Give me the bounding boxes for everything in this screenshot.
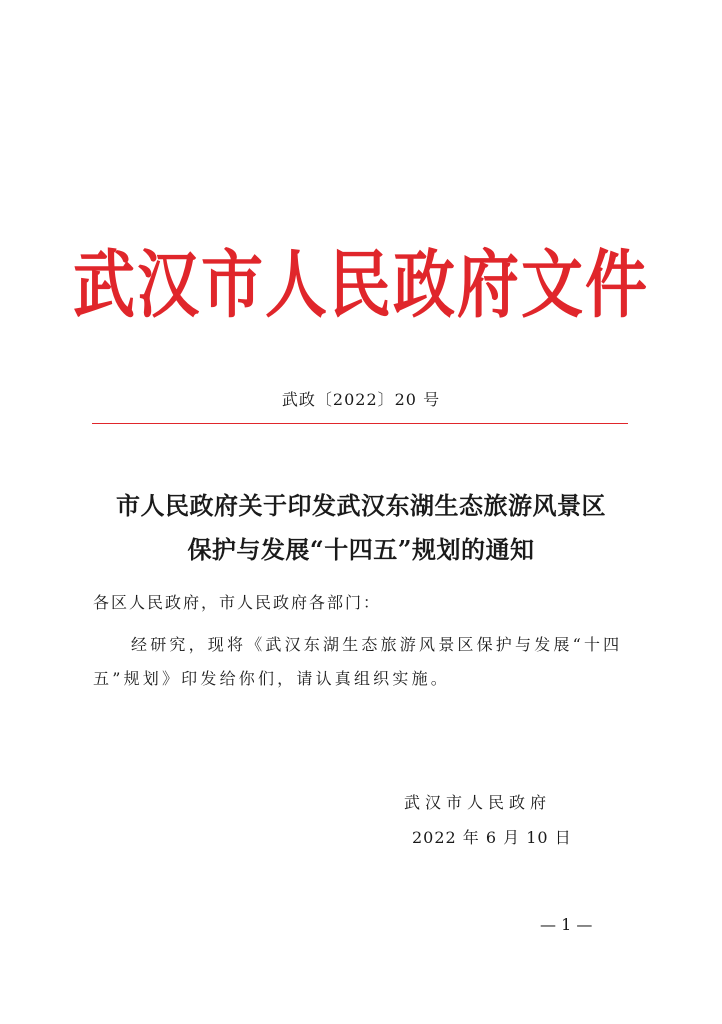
- body-line-2: 五”规划》印发给你们，请认真组织实施。: [93, 669, 450, 688]
- addressee: 各区人民政府，市人民政府各部门：: [93, 593, 382, 612]
- document-number: 武政〔2022〕20 号: [281, 390, 441, 409]
- body-paragraph: [93, 628, 633, 696]
- page-number: — 1 —: [540, 915, 593, 934]
- document-title-line-2: 保护与发展“十四五”规划的通知: [187, 535, 535, 564]
- masthead-title: 武汉市人民政府文件: [72, 241, 649, 328]
- issue-date: 2022 年 6 月 10 日: [412, 828, 572, 847]
- document-title-line-1: 市人民政府关于印发武汉东湖生态旅游风景区: [116, 491, 606, 520]
- red-divider-line: [92, 423, 628, 424]
- document-title: [60, 484, 662, 572]
- issuer-signature: 武汉市人民政府: [404, 793, 552, 812]
- body-line-1: 经研究，现将《武汉东湖生态旅游风景区保护与发展“十四: [131, 635, 623, 654]
